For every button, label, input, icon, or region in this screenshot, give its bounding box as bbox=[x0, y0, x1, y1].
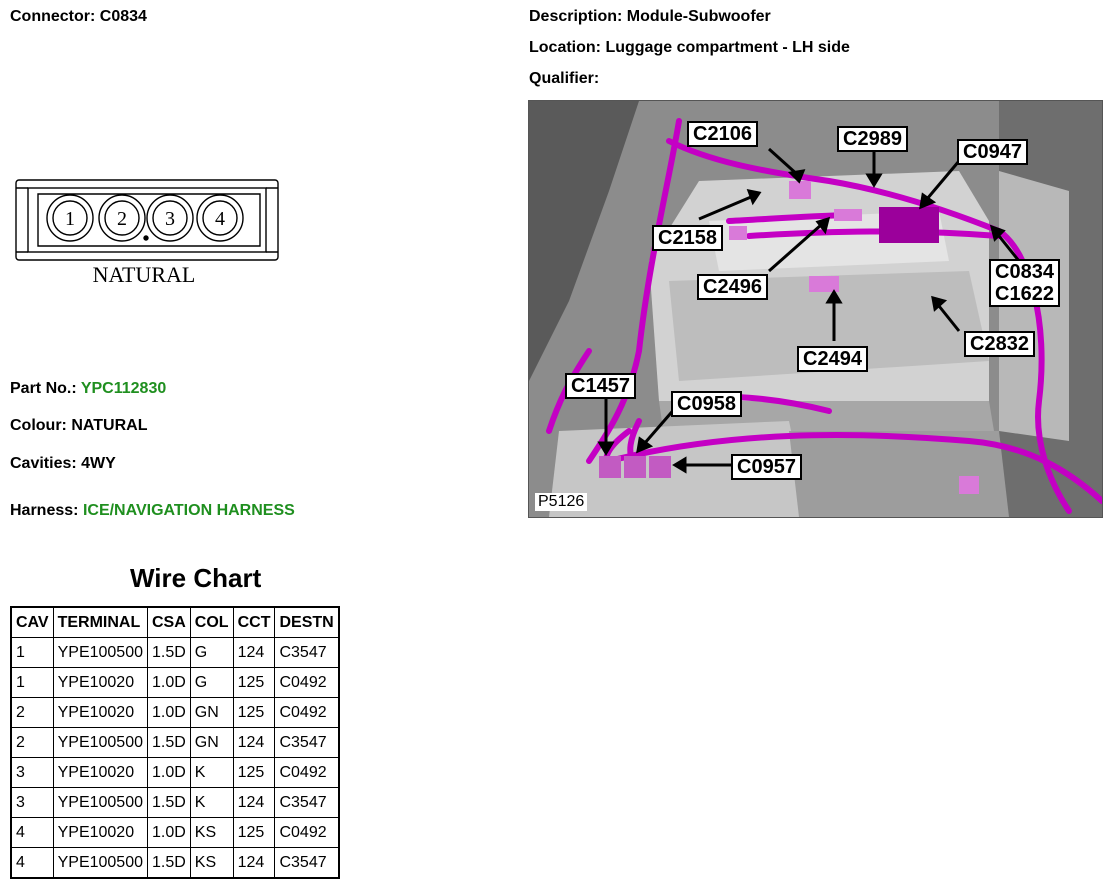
table-row bbox=[11, 758, 339, 788]
cell-destn: C0492 bbox=[275, 758, 339, 788]
col-destn-header: DESTN bbox=[275, 607, 339, 638]
pin-2-label: 2 bbox=[117, 208, 127, 230]
description-label: Description: bbox=[529, 8, 623, 25]
description-value: Module-Subwoofer bbox=[626, 8, 771, 25]
cell-col: K bbox=[190, 788, 233, 818]
pin-1-label: 1 bbox=[65, 208, 75, 230]
cell-col: KS bbox=[190, 818, 233, 848]
cell-csa: 1.5D bbox=[148, 638, 191, 668]
location-photo bbox=[528, 100, 1103, 518]
callout-c2496: C2496 bbox=[697, 274, 768, 300]
callout-c0947: C0947 bbox=[957, 139, 1028, 165]
colour bbox=[10, 417, 147, 435]
callout-c0834: C0834 bbox=[995, 261, 1054, 283]
cell-destn: C3547 bbox=[275, 638, 339, 668]
callout-c2832: C2832 bbox=[964, 331, 1035, 357]
cell-cav: 4 bbox=[11, 818, 53, 848]
table-row bbox=[11, 848, 339, 879]
cell-cav: 4 bbox=[11, 848, 53, 879]
connector-title bbox=[10, 8, 147, 26]
cell-cav: 1 bbox=[11, 638, 53, 668]
callout-c2494: C2494 bbox=[797, 346, 868, 372]
col-cav-header: CAV bbox=[11, 607, 53, 638]
connector-colour-text: NATURAL bbox=[92, 262, 196, 287]
col-cct-header: CCT bbox=[233, 607, 275, 638]
part-number-link[interactable]: YPC112830 bbox=[80, 380, 167, 397]
cell-cav: 2 bbox=[11, 728, 53, 758]
cell-terminal: YPE100500 bbox=[53, 788, 147, 818]
cell-cct: 124 bbox=[233, 638, 275, 668]
callout-c2106: C2106 bbox=[687, 121, 758, 147]
cell-terminal: YPE10020 bbox=[53, 698, 147, 728]
harness bbox=[10, 502, 295, 520]
cell-cav: 2 bbox=[11, 698, 53, 728]
cavities-label: Cavities: bbox=[10, 455, 77, 472]
cell-col: GN bbox=[190, 728, 233, 758]
cell-cav: 1 bbox=[11, 668, 53, 698]
cell-col: K bbox=[190, 758, 233, 788]
colour-label: Colour: bbox=[10, 417, 67, 434]
wire-chart-title: Wire Chart bbox=[130, 563, 262, 593]
cell-csa: 1.0D bbox=[148, 758, 191, 788]
table-row bbox=[11, 638, 339, 668]
cell-csa: 1.0D bbox=[148, 698, 191, 728]
callout-c0957: C0957 bbox=[731, 454, 802, 480]
connector-face-drawing bbox=[14, 178, 282, 290]
wire-chart-table bbox=[10, 606, 340, 879]
cell-cct: 124 bbox=[233, 728, 275, 758]
cell-terminal: YPE10020 bbox=[53, 818, 147, 848]
cell-cct: 124 bbox=[233, 848, 275, 879]
cell-cav: 3 bbox=[11, 758, 53, 788]
cell-col: G bbox=[190, 638, 233, 668]
cell-col: GN bbox=[190, 698, 233, 728]
qualifier bbox=[529, 70, 599, 88]
table-row bbox=[11, 668, 339, 698]
cell-csa: 1.5D bbox=[148, 848, 191, 879]
location-value: Luggage compartment - LH side bbox=[605, 39, 850, 56]
cell-destn: C3547 bbox=[275, 728, 339, 758]
table-row bbox=[11, 728, 339, 758]
wire-chart-header-row bbox=[11, 607, 339, 638]
part-label: Part No.: bbox=[10, 380, 77, 397]
harness-link[interactable]: ICE/NAVIGATION HARNESS bbox=[82, 502, 295, 519]
cell-col: G bbox=[190, 668, 233, 698]
cell-cct: 124 bbox=[233, 788, 275, 818]
cell-terminal: YPE100500 bbox=[53, 638, 147, 668]
colour-value: NATURAL bbox=[71, 417, 148, 434]
callout-c0958: C0958 bbox=[671, 391, 742, 417]
table-row bbox=[11, 698, 339, 728]
photo-reference: P5126 bbox=[535, 493, 587, 511]
callout-c1622: C1622 bbox=[995, 283, 1054, 305]
cell-terminal: YPE10020 bbox=[53, 758, 147, 788]
cell-csa: 1.5D bbox=[148, 788, 191, 818]
harness-label: Harness: bbox=[10, 502, 79, 519]
description bbox=[529, 8, 771, 26]
part-number bbox=[10, 380, 166, 398]
cell-col: KS bbox=[190, 848, 233, 879]
pin-3-label: 3 bbox=[165, 208, 175, 230]
cell-destn: C3547 bbox=[275, 848, 339, 879]
cavities bbox=[10, 455, 116, 473]
cell-cct: 125 bbox=[233, 758, 275, 788]
qualifier-label: Qualifier: bbox=[529, 70, 600, 87]
callout-c0834-c1622 bbox=[989, 259, 1060, 307]
location bbox=[529, 39, 850, 57]
cell-csa: 1.0D bbox=[148, 668, 191, 698]
connector-id: C0834 bbox=[99, 8, 147, 25]
cavities-value: 4WY bbox=[81, 455, 116, 472]
cell-cct: 125 bbox=[233, 818, 275, 848]
cell-terminal: YPE100500 bbox=[53, 848, 147, 879]
cell-cct: 125 bbox=[233, 668, 275, 698]
cell-destn: C0492 bbox=[275, 698, 339, 728]
location-label: Location: bbox=[529, 39, 601, 56]
cell-destn: C0492 bbox=[275, 668, 339, 698]
table-row bbox=[11, 818, 339, 848]
col-col-header: COL bbox=[190, 607, 233, 638]
cell-terminal: YPE100500 bbox=[53, 728, 147, 758]
callout-c2158: C2158 bbox=[652, 225, 723, 251]
callout-c1457: C1457 bbox=[565, 373, 636, 399]
col-terminal-header: TERMINAL bbox=[53, 607, 147, 638]
callout-c2989: C2989 bbox=[837, 126, 908, 152]
pin-4-label: 4 bbox=[215, 208, 225, 230]
cell-csa: 1.5D bbox=[148, 728, 191, 758]
cell-cct: 125 bbox=[233, 698, 275, 728]
cell-terminal: YPE10020 bbox=[53, 668, 147, 698]
cell-cav: 3 bbox=[11, 788, 53, 818]
cell-destn: C0492 bbox=[275, 818, 339, 848]
cell-destn: C3547 bbox=[275, 788, 339, 818]
cell-csa: 1.0D bbox=[148, 818, 191, 848]
connector-label: Connector: bbox=[10, 8, 96, 25]
table-row bbox=[11, 788, 339, 818]
col-csa-header: CSA bbox=[148, 607, 191, 638]
